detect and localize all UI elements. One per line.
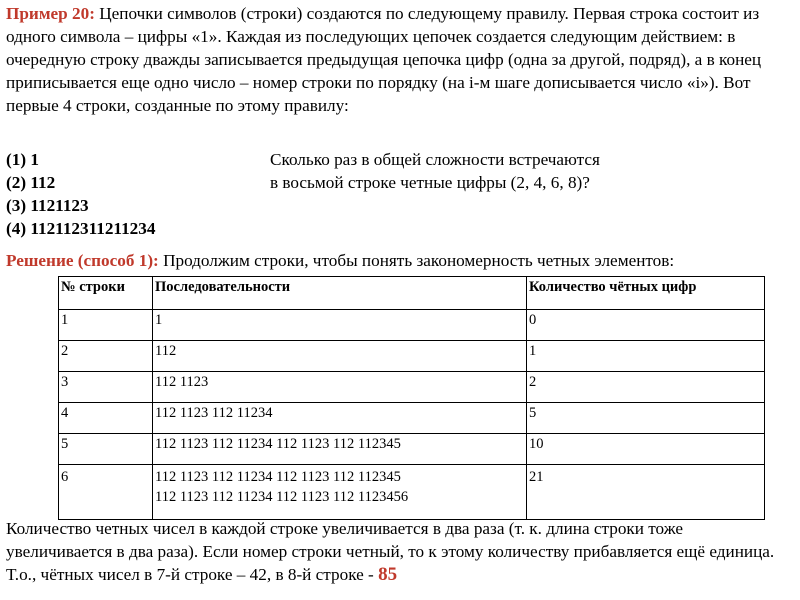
table-row xyxy=(59,434,765,465)
cell-sequence: 112 1123 xyxy=(153,372,527,403)
given-row: (1) 1 xyxy=(6,150,39,169)
cell-row-number: 6 xyxy=(59,465,153,520)
question xyxy=(270,148,700,194)
table-row xyxy=(59,372,765,403)
cell-even-count: 1 xyxy=(527,341,765,372)
cell-sequence: 112 1123 112 11234 xyxy=(153,403,527,434)
given-row: (3) 1121123 xyxy=(6,196,89,215)
given-row: (4) 112112311211234 xyxy=(6,219,156,238)
header-even-count: Количество чётных цифр xyxy=(527,277,765,310)
cell-sequence: 112 xyxy=(153,341,527,372)
cell-even-count: 0 xyxy=(527,310,765,341)
cell-row-number: 4 xyxy=(59,403,153,434)
table-header-row xyxy=(59,277,765,310)
cell-row-number: 3 xyxy=(59,372,153,403)
final-answer: 85 xyxy=(378,564,398,585)
cell-even-count: 2 xyxy=(527,372,765,403)
solution-text: Продолжим строки, чтобы понять закономерность четных элементов: xyxy=(158,251,675,270)
conclusion-paragraph xyxy=(6,517,792,586)
cell-row-number: 5 xyxy=(59,434,153,465)
example-text: Цепочки символов (строки) создаются по следующему правилу. Первая строка состоит из одного символа – цифры «1». Каждая из последующих цепочек создается следующим действием: в очередную строку дважды записывается предыдущая цепочка цифр (одна за другой, подряд), а в конец приписывается еще одно число – номер строки по порядку (на i-м шаге дописывается число «i»). Вот первые 4 строки, созданные по этому правилу: xyxy=(6,4,762,115)
table-row xyxy=(59,403,765,434)
header-sequence: Последовательности xyxy=(153,277,527,310)
sequence-line: 112 1123 112 11234 112 1123 112 112345 xyxy=(155,469,401,485)
cell-sequence: 112 1123 112 11234 112 1123 112 112345 xyxy=(153,434,527,465)
table-row xyxy=(59,310,765,341)
table-row xyxy=(59,341,765,372)
conclusion-text: Количество четных чисел в каждой строке увеличивается в два раза (т. к. длина строки тоже увеличивается в два раза). Если номер строки четный, то к этому количеству прибавляется ещё единица. Т.о., чётных чисел в 7-й строке – 42, в 8-й строке - xyxy=(6,519,775,584)
cell-sequence: 1 xyxy=(153,310,527,341)
table-row xyxy=(59,465,765,520)
sequence-line: 112 1123 112 11234 112 1123 112 1123456 xyxy=(155,489,409,505)
example-label: Пример 20: xyxy=(6,4,95,23)
solution-heading xyxy=(6,249,674,272)
question-line: Сколько раз в общей сложности встречаются xyxy=(270,150,600,169)
question-line: в восьмой строке четные цифры (2, 4, 6, 8)? xyxy=(270,173,590,192)
given-rows xyxy=(6,148,155,240)
cell-even-count: 5 xyxy=(527,403,765,434)
cell-even-count: 21 xyxy=(527,465,765,520)
cell-even-count: 10 xyxy=(527,434,765,465)
cell-sequence xyxy=(153,465,527,520)
solution-label: Решение (способ 1): xyxy=(6,251,159,270)
given-row: (2) 112 xyxy=(6,173,56,192)
sequence-table xyxy=(58,276,765,520)
example-paragraph xyxy=(6,2,792,117)
header-row-number: № строки xyxy=(59,277,153,310)
cell-row-number: 1 xyxy=(59,310,153,341)
cell-row-number: 2 xyxy=(59,341,153,372)
